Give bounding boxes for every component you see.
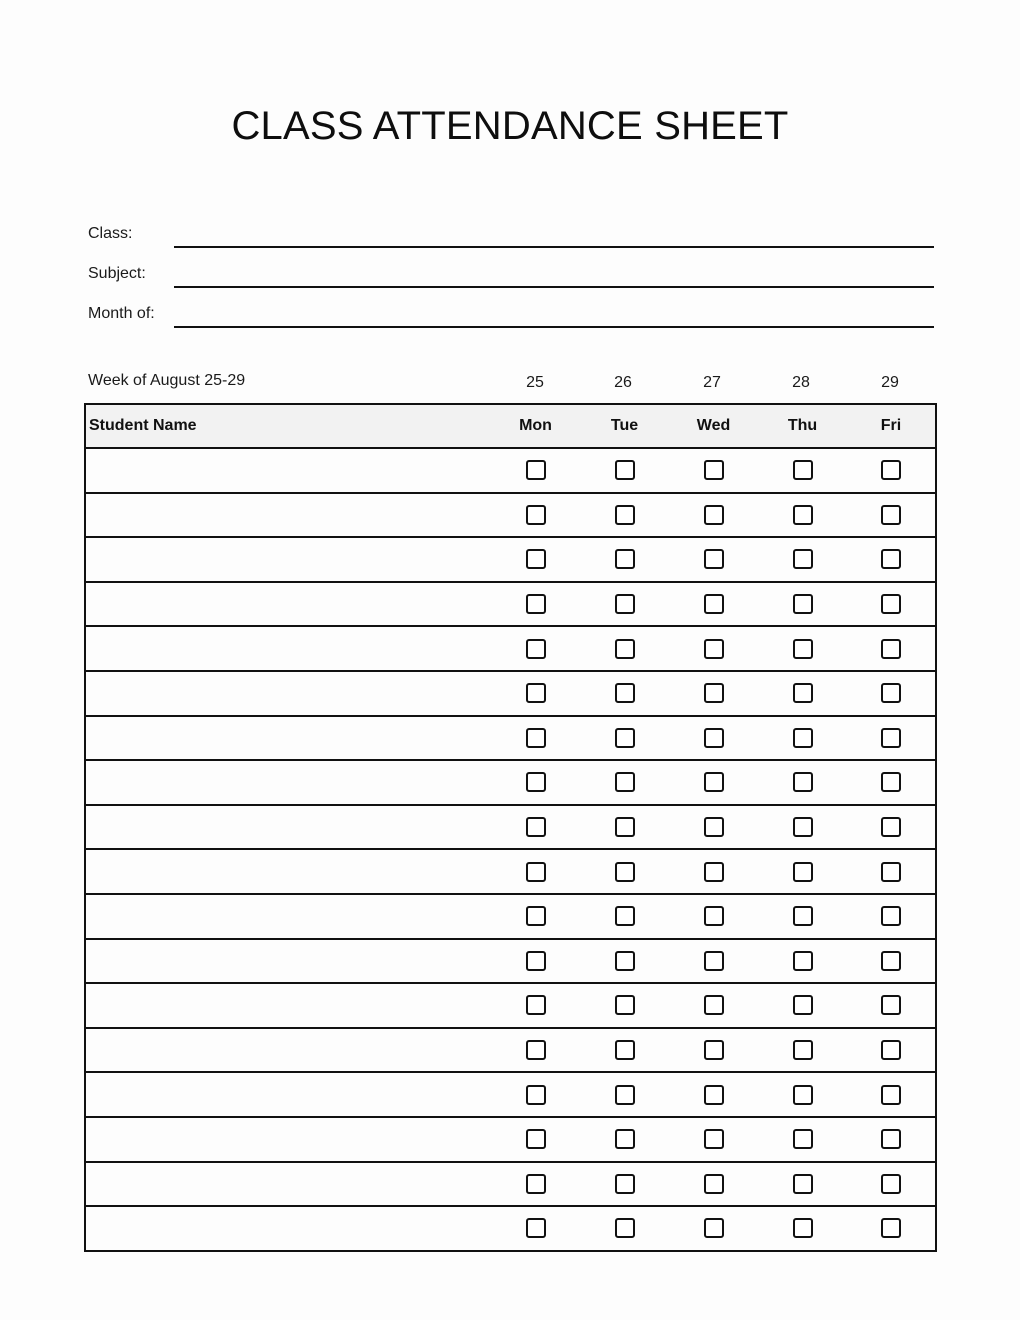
attendance-checkbox-wed[interactable] [704,995,724,1015]
attendance-checkbox-fri[interactable] [881,683,901,703]
table-row [85,983,936,1028]
attendance-checkbox-thu[interactable] [793,817,813,837]
attendance-cell-thu [758,1028,847,1073]
attendance-checkbox-wed[interactable] [704,549,724,569]
table-row [85,671,936,716]
attendance-cell-fri [847,1117,936,1162]
attendance-cell-mon [491,894,580,939]
attendance-checkbox-wed[interactable] [704,639,724,659]
table-row [85,849,936,894]
attendance-checkbox-thu[interactable] [793,1218,813,1238]
attendance-cell-wed [669,493,758,538]
attendance-cell-fri [847,493,936,538]
attendance-checkbox-mon[interactable] [526,772,546,792]
attendance-checkbox-tue[interactable] [615,906,635,926]
attendance-checkbox-mon[interactable] [526,728,546,748]
student-name-cell[interactable] [85,894,491,939]
attendance-cell-wed [669,448,758,493]
attendance-cell-wed [669,1206,758,1251]
date-wed: 27 [703,374,721,391]
week-row [88,372,934,394]
class-field-label: Class: [88,225,133,242]
attendance-checkbox-wed[interactable] [704,460,724,480]
attendance-checkbox-wed[interactable] [704,1218,724,1238]
attendance-cell-mon [491,1072,580,1117]
attendance-cell-mon [491,716,580,761]
attendance-cell-fri [847,671,936,716]
attendance-cell-tue [580,537,669,582]
student-name-cell[interactable] [85,805,491,850]
attendance-cell-thu [758,626,847,671]
attendance-checkbox-fri[interactable] [881,1129,901,1149]
attendance-cell-wed [669,939,758,984]
attendance-cell-fri [847,760,936,805]
attendance-checkbox-tue[interactable] [615,728,635,748]
attendance-cell-tue [580,582,669,627]
table-row [85,760,936,805]
student-name-cell[interactable] [85,493,491,538]
attendance-checkbox-fri[interactable] [881,862,901,882]
student-name-cell[interactable] [85,983,491,1028]
subject-input-line[interactable] [174,286,934,288]
subject-field[interactable] [88,261,934,291]
student-name-cell[interactable] [85,939,491,984]
student-name-cell[interactable] [85,849,491,894]
attendance-cell-thu [758,894,847,939]
attendance-cell-wed [669,1117,758,1162]
date-mon: 25 [526,374,544,391]
attendance-body [85,448,936,1251]
attendance-cell-mon [491,537,580,582]
attendance-checkbox-thu[interactable] [793,995,813,1015]
attendance-cell-tue [580,1072,669,1117]
attendance-cell-mon [491,939,580,984]
attendance-checkbox-thu[interactable] [793,906,813,926]
attendance-cell-wed [669,849,758,894]
attendance-cell-wed [669,582,758,627]
day-header-wed: Wed [669,404,758,448]
attendance-cell-tue [580,493,669,538]
student-name-cell[interactable] [85,1206,491,1251]
attendance-checkbox-thu[interactable] [793,549,813,569]
attendance-cell-thu [758,493,847,538]
attendance-checkbox-mon[interactable] [526,951,546,971]
attendance-checkbox-tue[interactable] [615,683,635,703]
attendance-cell-mon [491,671,580,716]
attendance-checkbox-fri[interactable] [881,995,901,1015]
attendance-checkbox-fri[interactable] [881,817,901,837]
attendance-checkbox-wed[interactable] [704,1085,724,1105]
student-name-cell[interactable] [85,671,491,716]
attendance-checkbox-mon[interactable] [526,862,546,882]
attendance-checkbox-thu[interactable] [793,460,813,480]
attendance-checkbox-wed[interactable] [704,728,724,748]
attendance-cell-fri [847,849,936,894]
attendance-checkbox-thu[interactable] [793,772,813,792]
attendance-cell-tue [580,716,669,761]
attendance-cell-wed [669,1162,758,1207]
attendance-cell-mon [491,448,580,493]
student-name-cell[interactable] [85,1117,491,1162]
attendance-cell-thu [758,1072,847,1117]
attendance-cell-tue [580,1206,669,1251]
attendance-cell-tue [580,805,669,850]
attendance-cell-wed [669,805,758,850]
table-row [85,582,936,627]
class-input-line[interactable] [174,246,934,248]
attendance-cell-thu [758,1117,847,1162]
attendance-checkbox-fri[interactable] [881,460,901,480]
attendance-checkbox-thu[interactable] [793,951,813,971]
attendance-cell-thu [758,1162,847,1207]
attendance-cell-mon [491,805,580,850]
student-name-cell[interactable] [85,1028,491,1073]
attendance-table [84,403,937,1252]
table-row [85,939,936,984]
attendance-checkbox-tue[interactable] [615,951,635,971]
table-row [85,1206,936,1251]
attendance-checkbox-thu[interactable] [793,683,813,703]
attendance-cell-fri [847,894,936,939]
attendance-cell-tue [580,448,669,493]
attendance-cell-thu [758,671,847,716]
attendance-cell-tue [580,983,669,1028]
attendance-checkbox-thu[interactable] [793,1040,813,1060]
attendance-checkbox-thu[interactable] [793,594,813,614]
attendance-cell-thu [758,805,847,850]
attendance-cell-thu [758,1206,847,1251]
student-name-cell[interactable] [85,626,491,671]
attendance-checkbox-tue[interactable] [615,1040,635,1060]
attendance-checkbox-mon[interactable] [526,505,546,525]
attendance-checkbox-wed[interactable] [704,1174,724,1194]
attendance-checkbox-mon[interactable] [526,1129,546,1149]
attendance-cell-tue [580,1162,669,1207]
day-header-mon: Mon [491,404,580,448]
attendance-cell-thu [758,537,847,582]
attendance-cell-fri [847,1072,936,1117]
attendance-checkbox-fri[interactable] [881,1218,901,1238]
attendance-cell-tue [580,939,669,984]
attendance-cell-fri [847,448,936,493]
student-name-cell[interactable] [85,448,491,493]
attendance-checkbox-tue[interactable] [615,995,635,1015]
attendance-checkbox-mon[interactable] [526,1174,546,1194]
attendance-cell-thu [758,939,847,984]
attendance-checkbox-tue[interactable] [615,862,635,882]
table-row [85,1028,936,1073]
day-header-tue: Tue [580,404,669,448]
attendance-cell-tue [580,626,669,671]
attendance-cell-wed [669,671,758,716]
attendance-cell-wed [669,983,758,1028]
attendance-cell-fri [847,983,936,1028]
attendance-cell-tue [580,849,669,894]
attendance-cell-wed [669,894,758,939]
attendance-cell-thu [758,983,847,1028]
attendance-checkbox-tue[interactable] [615,549,635,569]
attendance-cell-fri [847,537,936,582]
attendance-checkbox-wed[interactable] [704,772,724,792]
table-row [85,626,936,671]
attendance-cell-mon [491,1162,580,1207]
table-row [85,716,936,761]
attendance-checkbox-tue[interactable] [615,505,635,525]
day-header-thu: Thu [758,404,847,448]
subject-field-label: Subject: [88,265,146,282]
attendance-cell-fri [847,939,936,984]
attendance-cell-mon [491,983,580,1028]
page-title: CLASS ATTENDANCE SHEET [231,104,789,148]
table-row [85,1162,936,1207]
table-row [85,448,936,493]
attendance-checkbox-mon[interactable] [526,460,546,480]
table-row [85,1072,936,1117]
attendance-checkbox-fri[interactable] [881,1040,901,1060]
attendance-checkbox-fri[interactable] [881,594,901,614]
attendance-cell-wed [669,626,758,671]
table-header-row [85,404,936,448]
attendance-checkbox-tue[interactable] [615,460,635,480]
attendance-cell-wed [669,1072,758,1117]
attendance-checkbox-wed[interactable] [704,1129,724,1149]
month-field[interactable] [88,301,934,331]
attendance-checkbox-tue[interactable] [615,1085,635,1105]
student-name-cell[interactable] [85,760,491,805]
attendance-checkbox-wed[interactable] [704,683,724,703]
attendance-cell-mon [491,582,580,627]
date-thu: 28 [792,374,810,391]
attendance-checkbox-fri[interactable] [881,906,901,926]
attendance-checkbox-fri[interactable] [881,549,901,569]
attendance-checkbox-thu[interactable] [793,505,813,525]
attendance-cell-fri [847,582,936,627]
attendance-checkbox-tue[interactable] [615,817,635,837]
attendance-cell-mon [491,493,580,538]
attendance-checkbox-thu[interactable] [793,1129,813,1149]
attendance-cell-thu [758,448,847,493]
attendance-checkbox-fri[interactable] [881,505,901,525]
attendance-checkbox-wed[interactable] [704,594,724,614]
attendance-checkbox-wed[interactable] [704,1040,724,1060]
attendance-checkbox-mon[interactable] [526,817,546,837]
attendance-checkbox-thu[interactable] [793,639,813,659]
attendance-checkbox-mon[interactable] [526,1040,546,1060]
attendance-checkbox-mon[interactable] [526,1218,546,1238]
attendance-cell-fri [847,1028,936,1073]
attendance-cell-fri [847,716,936,761]
attendance-cell-fri [847,1206,936,1251]
week-label: Week of August 25-29 [88,372,246,389]
attendance-checkbox-thu[interactable] [793,1085,813,1105]
attendance-cell-wed [669,1028,758,1073]
attendance-cell-wed [669,760,758,805]
attendance-cell-tue [580,760,669,805]
attendance-cell-thu [758,760,847,805]
attendance-checkbox-fri[interactable] [881,951,901,971]
attendance-checkbox-wed[interactable] [704,951,724,971]
attendance-checkbox-tue[interactable] [615,772,635,792]
attendance-cell-mon [491,1206,580,1251]
attendance-checkbox-fri[interactable] [881,639,901,659]
month-field-label: Month of: [88,305,155,322]
attendance-checkbox-mon[interactable] [526,906,546,926]
attendance-checkbox-wed[interactable] [704,817,724,837]
attendance-cell-mon [491,1028,580,1073]
class-field[interactable] [88,221,934,251]
attendance-cell-tue [580,1117,669,1162]
attendance-checkbox-wed[interactable] [704,906,724,926]
student-name-cell[interactable] [85,1072,491,1117]
table-row [85,894,936,939]
attendance-cell-tue [580,671,669,716]
attendance-checkbox-tue[interactable] [615,1129,635,1149]
attendance-cell-mon [491,626,580,671]
attendance-checkbox-wed[interactable] [704,862,724,882]
student-name-cell[interactable] [85,537,491,582]
date-fri: 29 [881,374,899,391]
attendance-cell-tue [580,1028,669,1073]
attendance-cell-thu [758,849,847,894]
attendance-checkbox-mon[interactable] [526,995,546,1015]
attendance-checkbox-tue[interactable] [615,594,635,614]
attendance-checkbox-mon[interactable] [526,549,546,569]
student-name-cell[interactable] [85,582,491,627]
attendance-checkbox-fri[interactable] [881,1085,901,1105]
table-row [85,805,936,850]
attendance-cell-wed [669,716,758,761]
month-input-line[interactable] [174,326,934,328]
attendance-checkbox-fri[interactable] [881,772,901,792]
student-name-cell[interactable] [85,716,491,761]
attendance-checkbox-mon[interactable] [526,683,546,703]
attendance-checkbox-fri[interactable] [881,1174,901,1194]
attendance-checkbox-fri[interactable] [881,728,901,748]
attendance-checkbox-mon[interactable] [526,1085,546,1105]
attendance-checkbox-thu[interactable] [793,1174,813,1194]
attendance-cell-fri [847,805,936,850]
attendance-cell-mon [491,849,580,894]
attendance-checkbox-mon[interactable] [526,594,546,614]
attendance-checkbox-tue[interactable] [615,639,635,659]
attendance-checkbox-tue[interactable] [615,1218,635,1238]
attendance-cell-mon [491,1117,580,1162]
attendance-cell-fri [847,1162,936,1207]
attendance-checkbox-thu[interactable] [793,862,813,882]
attendance-cell-thu [758,582,847,627]
table-row [85,1117,936,1162]
attendance-cell-thu [758,716,847,761]
student-name-header: Student Name [85,404,491,448]
attendance-cell-fri [847,626,936,671]
attendance-checkbox-tue[interactable] [615,1174,635,1194]
attendance-cell-mon [491,760,580,805]
attendance-cell-wed [669,537,758,582]
attendance-checkbox-wed[interactable] [704,505,724,525]
table-row [85,537,936,582]
table-row [85,493,936,538]
attendance-checkbox-thu[interactable] [793,728,813,748]
student-name-cell[interactable] [85,1162,491,1207]
attendance-checkbox-mon[interactable] [526,639,546,659]
day-header-fri: Fri [847,404,936,448]
attendance-cell-tue [580,894,669,939]
date-tue: 26 [614,374,632,391]
